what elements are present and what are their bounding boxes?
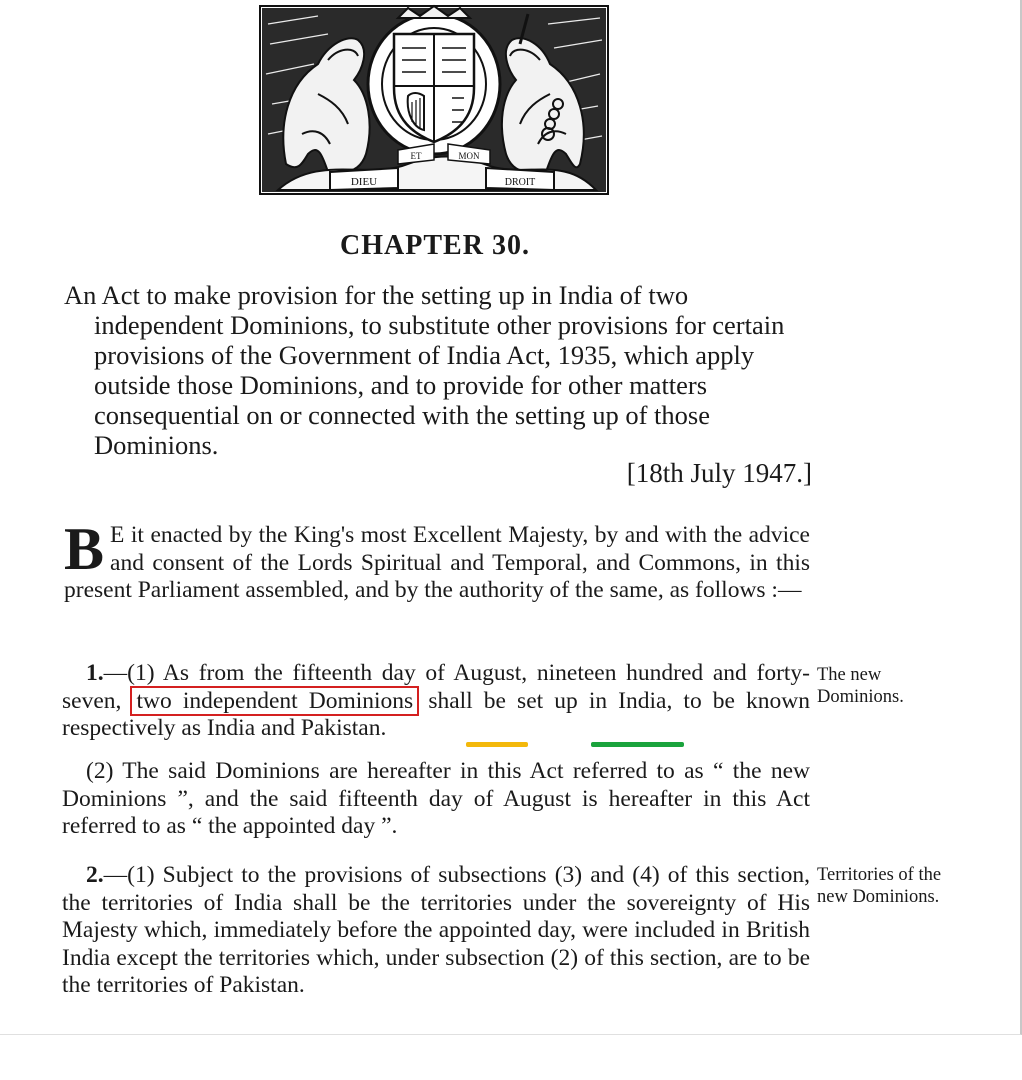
section-2-text: —(1) Subject to the provisions of subsections (3) and (4) of this section, the territories of India shall be the territories under the sovereignty of His Majesty which, immediately before the appointed day, were included in British India except the territories which, under subsection (2) of this section, are to be the territories of Pakistan.: [62, 862, 810, 998]
long-title: [64, 280, 814, 460]
marginal-note-territories: Territories of the new Dominions.: [817, 865, 942, 907]
motto-dieu: DIEU: [350, 176, 378, 188]
royal-coat-of-arms: [258, 4, 610, 196]
enacting-formula-text: E it enacted by the King's most Excellent Majesty, by and with the advice and consent of the Lords Spiritual and Temporal, and Commons, in this present Parliament assembled, and by the authority of the same, as follows :—: [64, 522, 810, 603]
drop-cap: B: [64, 516, 105, 582]
motto-droit: DROIT: [504, 177, 536, 188]
section-1-end: .: [380, 715, 387, 741]
marginal-note-new-dominions: The new Dominions.: [817, 665, 904, 707]
india-underline-yellow: [466, 742, 528, 747]
word-india: India: [206, 715, 256, 741]
word-and: and: [261, 715, 295, 741]
word-pakistan: Pakistan: [300, 715, 381, 741]
motto-et: ET: [410, 151, 422, 161]
section-1-mid: shall be set up in India, to be known respectively as: [62, 687, 811, 741]
enacting-formula: [64, 516, 810, 605]
section-2-subsection-1: [62, 862, 810, 1000]
long-title-text: An Act to make provision for the setting up in India of two independent Dominions, to substitute other provisions for certain provisions of the Government of India Act, 1935, which apply outside those Dominions, and to provide for other matters consequential on or connected with the setting up of those Dominions.: [64, 280, 785, 460]
section-1-number: 1.: [86, 660, 104, 686]
pakistan-underline-green: [591, 742, 684, 747]
section-2-number: 2.: [86, 862, 104, 888]
enactment-date: [18th July 1947.]: [626, 458, 812, 488]
chapter-heading: CHAPTER 30.: [340, 230, 530, 261]
section-1-subsection-2: (2) The said Dominions are hereafter in this Act referred to as “ the new Dominions ”, and the said fifteenth day of August is hereafter in this Act referred to as “ the appointed day ”.: [62, 758, 810, 839]
section-1-subsection-1: [62, 660, 810, 743]
motto-mon: MON: [458, 151, 480, 161]
section-1-lead: —(1) As from the fifteenth day of August, nineteen hundred and forty-seven,: [62, 660, 810, 714]
highlight-box-two-independent-dominions: two independent Dominions: [132, 688, 417, 714]
